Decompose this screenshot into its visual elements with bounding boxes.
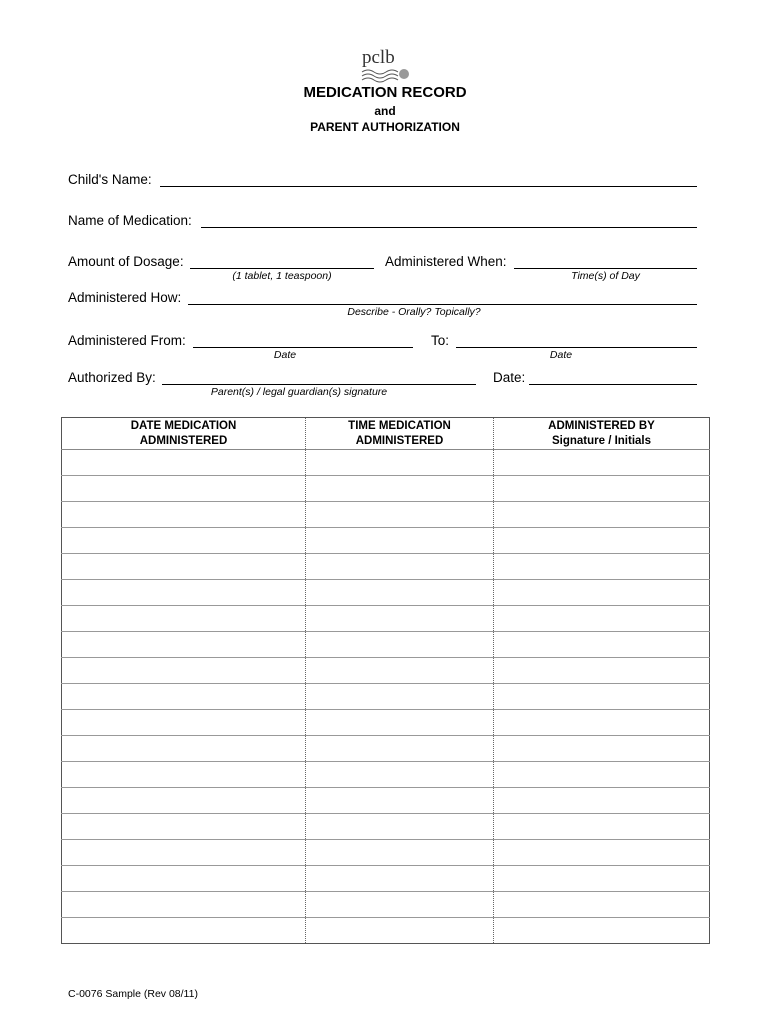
signature-cell[interactable] <box>494 684 710 710</box>
administered-from-label: Administered From: <box>68 333 186 348</box>
signature-cell[interactable] <box>494 632 710 658</box>
table-row <box>62 580 710 606</box>
dosage-hint: (1 tablet, 1 teaspoon) <box>232 270 332 282</box>
medication-name-field[interactable] <box>201 227 697 228</box>
administered-how-hint: Describe - Orally? Topically? <box>347 306 481 318</box>
date-cell[interactable] <box>62 450 306 476</box>
time-cell[interactable] <box>306 632 494 658</box>
administered-when-hint: Time(s) of Day <box>571 270 640 282</box>
time-cell[interactable] <box>306 580 494 606</box>
header-line-2: ADMINISTERED <box>139 435 228 447</box>
signature-cell[interactable] <box>494 788 710 814</box>
signature-cell[interactable] <box>494 502 710 528</box>
signature-cell[interactable] <box>494 892 710 918</box>
date-cell[interactable] <box>62 580 306 606</box>
logo-text: pclb <box>362 47 395 68</box>
time-administered-header <box>306 418 494 450</box>
authorized-by-label: Authorized By: <box>68 370 156 385</box>
signature-cell[interactable] <box>494 554 710 580</box>
time-cell[interactable] <box>306 554 494 580</box>
signature-cell[interactable] <box>494 710 710 736</box>
signature-cell[interactable] <box>494 918 710 944</box>
administered-from-field[interactable] <box>193 347 413 348</box>
childs-name-field[interactable] <box>160 186 697 187</box>
administered-how-label: Administered How: <box>68 290 182 305</box>
date-cell[interactable] <box>62 814 306 840</box>
date-cell[interactable] <box>62 632 306 658</box>
date-cell[interactable] <box>62 606 306 632</box>
table-row <box>62 788 710 814</box>
date-cell[interactable] <box>62 554 306 580</box>
dosage-field[interactable] <box>190 268 374 269</box>
time-cell[interactable] <box>306 476 494 502</box>
table-row <box>62 502 710 528</box>
administered-when-label: Administered When: <box>385 254 507 269</box>
time-cell[interactable] <box>306 528 494 554</box>
signature-cell[interactable] <box>494 840 710 866</box>
time-cell[interactable] <box>306 762 494 788</box>
time-cell[interactable] <box>306 606 494 632</box>
signature-cell[interactable] <box>494 606 710 632</box>
administered-how-field[interactable] <box>188 304 697 305</box>
date-cell[interactable] <box>62 658 306 684</box>
time-cell[interactable] <box>306 892 494 918</box>
table-row <box>62 866 710 892</box>
table-row <box>62 476 710 502</box>
childs-name-label: Child's Name: <box>68 172 152 187</box>
header-line-2: ADMINISTERED <box>355 435 444 447</box>
time-cell[interactable] <box>306 788 494 814</box>
to-hint: Date <box>549 349 573 361</box>
signature-cell[interactable] <box>494 450 710 476</box>
time-cell[interactable] <box>306 918 494 944</box>
date-label: Date: <box>493 370 526 385</box>
form-title: MEDICATION RECORD <box>303 84 467 101</box>
time-cell[interactable] <box>306 840 494 866</box>
administered-when-field[interactable] <box>514 268 697 269</box>
header-line-1: DATE MEDICATION <box>130 420 237 432</box>
signature-cell[interactable] <box>494 528 710 554</box>
date-cell[interactable] <box>62 840 306 866</box>
administered-by-header <box>494 418 710 450</box>
form-subtitle: PARENT AUTHORIZATION <box>310 120 460 134</box>
table-row <box>62 892 710 918</box>
table-row <box>62 632 710 658</box>
table-row <box>62 736 710 762</box>
date-cell[interactable] <box>62 528 306 554</box>
header-line-1: ADMINISTERED BY <box>548 420 655 432</box>
signature-cell[interactable] <box>494 476 710 502</box>
header-line-1: TIME MEDICATION <box>348 420 451 432</box>
table-row <box>62 450 710 476</box>
signature-cell[interactable] <box>494 580 710 606</box>
to-field[interactable] <box>456 347 697 348</box>
table-row <box>62 762 710 788</box>
date-cell[interactable] <box>62 892 306 918</box>
authorized-by-hint: Parent(s) / legal guardian(s) signature <box>210 386 388 398</box>
time-cell[interactable] <box>306 684 494 710</box>
date-cell[interactable] <box>62 866 306 892</box>
time-cell[interactable] <box>306 502 494 528</box>
date-cell[interactable] <box>62 710 306 736</box>
time-cell[interactable] <box>306 658 494 684</box>
time-cell[interactable] <box>306 814 494 840</box>
form-title-and: and <box>374 104 396 118</box>
date-cell[interactable] <box>62 762 306 788</box>
signature-cell[interactable] <box>494 658 710 684</box>
date-field[interactable] <box>529 384 697 385</box>
pclb-logo <box>358 47 414 83</box>
dosage-label: Amount of Dosage: <box>68 254 184 269</box>
medication-name-label: Name of Medication: <box>68 213 192 228</box>
table-row <box>62 658 710 684</box>
table-row <box>62 528 710 554</box>
date-cell[interactable] <box>62 918 306 944</box>
logo-wave-icon <box>358 67 414 83</box>
time-cell[interactable] <box>306 710 494 736</box>
form-footer: C-0076 Sample (Rev 08/11) <box>68 988 198 1000</box>
table-row <box>62 554 710 580</box>
medication-log-table <box>61 417 710 944</box>
date-cell[interactable] <box>62 736 306 762</box>
table-header-row <box>62 418 710 450</box>
date-administered-header <box>62 418 306 450</box>
to-label: To: <box>431 333 450 348</box>
table-row <box>62 684 710 710</box>
administered-from-hint: Date <box>273 349 297 361</box>
signature-cell[interactable] <box>494 762 710 788</box>
authorized-by-field[interactable] <box>162 384 476 385</box>
medication-log-body <box>62 450 710 944</box>
table-row <box>62 606 710 632</box>
date-cell[interactable] <box>62 684 306 710</box>
header-line-2: Signature / Initials <box>551 435 652 447</box>
signature-cell[interactable] <box>494 736 710 762</box>
table-row <box>62 814 710 840</box>
table-row <box>62 710 710 736</box>
date-cell[interactable] <box>62 502 306 528</box>
table-row <box>62 918 710 944</box>
signature-cell[interactable] <box>494 814 710 840</box>
signature-cell[interactable] <box>494 866 710 892</box>
date-cell[interactable] <box>62 788 306 814</box>
time-cell[interactable] <box>306 450 494 476</box>
time-cell[interactable] <box>306 736 494 762</box>
time-cell[interactable] <box>306 866 494 892</box>
table-row <box>62 840 710 866</box>
date-cell[interactable] <box>62 476 306 502</box>
